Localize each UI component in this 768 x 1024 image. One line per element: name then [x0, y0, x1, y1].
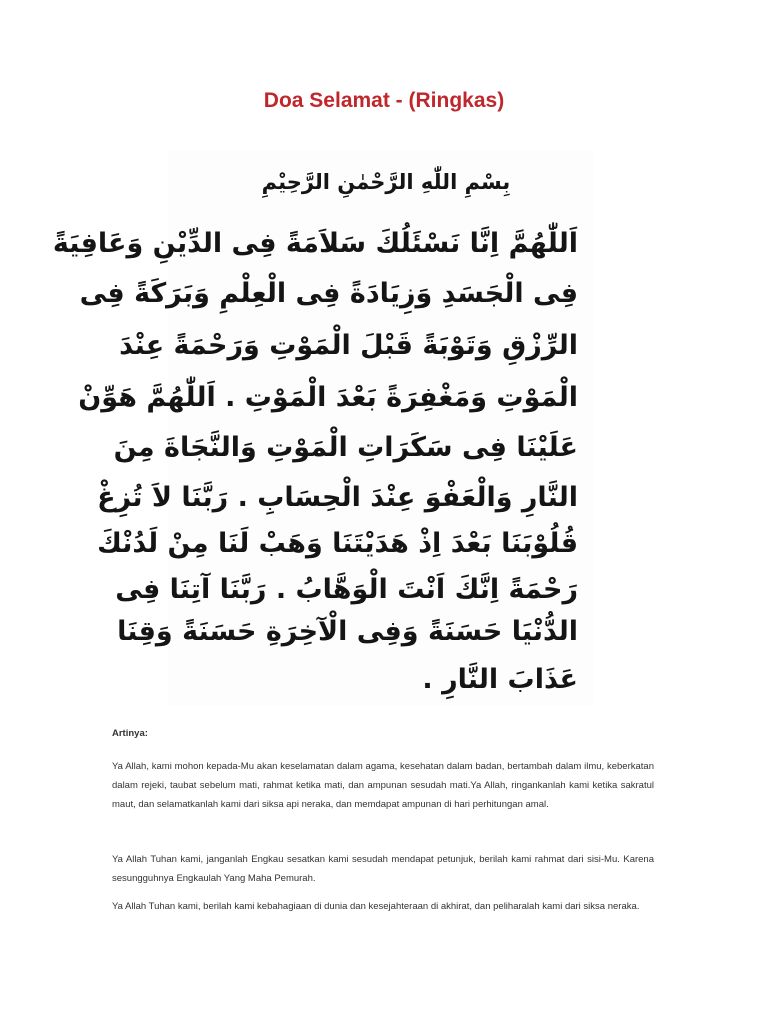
basmalah-line: بِسْمِ اللّٰهِ الرَّحْمٰنِ الرَّحِيْمِ — [261, 170, 511, 194]
arabic-line: الرِّزْقِ وَتَوْبَةً قَبْلَ الْمَوْتِ وَرَحْمَةً عِنْدَ — [119, 330, 578, 361]
arabic-line: الدُّنْيَا حَسَنَةً وَفِى الْآخِرَةِ حَسَنَةً وَقِنَا — [117, 616, 578, 647]
arabic-line: فِى الْجَسَدِ وَزِيَادَةً فِى الْعِلْمِ وَبَرَكَةً فِى — [79, 278, 578, 309]
arabic-line: رَحْمَةً اِنَّكَ اَنْتَ الْوَهَّابُ . رَبَّنَا آتِنَا فِى — [115, 574, 578, 605]
arabic-line: قُلُوْبَنَا بَعْدَ اِذْ هَدَيْتَنَا وَهَبْ لَنَا مِنْ لَدُنْكَ — [97, 528, 578, 559]
arabic-line: عَذَابَ النَّارِ . — [422, 664, 578, 695]
arabic-line: النَّارِ وَالْعَفْوَ عِنْدَ الْحِسَابِ . رَبَّنَا لاَ تُزِغْ — [97, 482, 578, 513]
arabic-line: الْمَوْتِ وَمَغْفِرَةً بَعْدَ الْمَوْتِ . اَللّٰهُمَّ هَوِّنْ — [78, 382, 578, 413]
arabic-prayer-image — [52, 150, 594, 706]
translation-label: Artinya: — [112, 728, 148, 739]
translation-paragraph: Ya Allah, kami mohon kepada-Mu akan keselamatan dalam agama, kesehatan dalam badan, bertambah dalam ilmu, keberkatan dalam rejeki, taubat sebelum mati, rahmat ketika mati, dan ampunan sesudah mati.Ya Allah, ringankanlah kami ketika sakratul maut, dan selamatkanlah kami dari siksa api neraka, dan memdapat ampunan di hari perhitungan amal. — [112, 761, 654, 810]
arabic-line: اَللّٰهُمَّ اِنَّا نَسْئَلُكَ سَلاَمَةً فِى الدِّيْنِ وَعَافِيَةً — [52, 228, 578, 259]
page-title: Doa Selamat - (Ringkas) — [263, 89, 505, 112]
translation-paragraph: Ya Allah Tuhan kami, berilah kami kebahagiaan di dunia dan kesejahteraan di akhirat, dan peliharalah kami dari siksa neraka. — [112, 901, 640, 912]
translation-paragraph: Ya Allah Tuhan kami, janganlah Engkau sesatkan kami sesudah mendapat petunjuk, berilah kami rahmat dari sisi-Mu. Karena sesungguhnya Engkaulah Yang Maha Pemurah. — [112, 854, 654, 884]
arabic-line: عَلَيْنَا فِى سَكَرَاتِ الْمَوْتِ وَالنَّجَاةَ مِنَ — [113, 432, 578, 463]
